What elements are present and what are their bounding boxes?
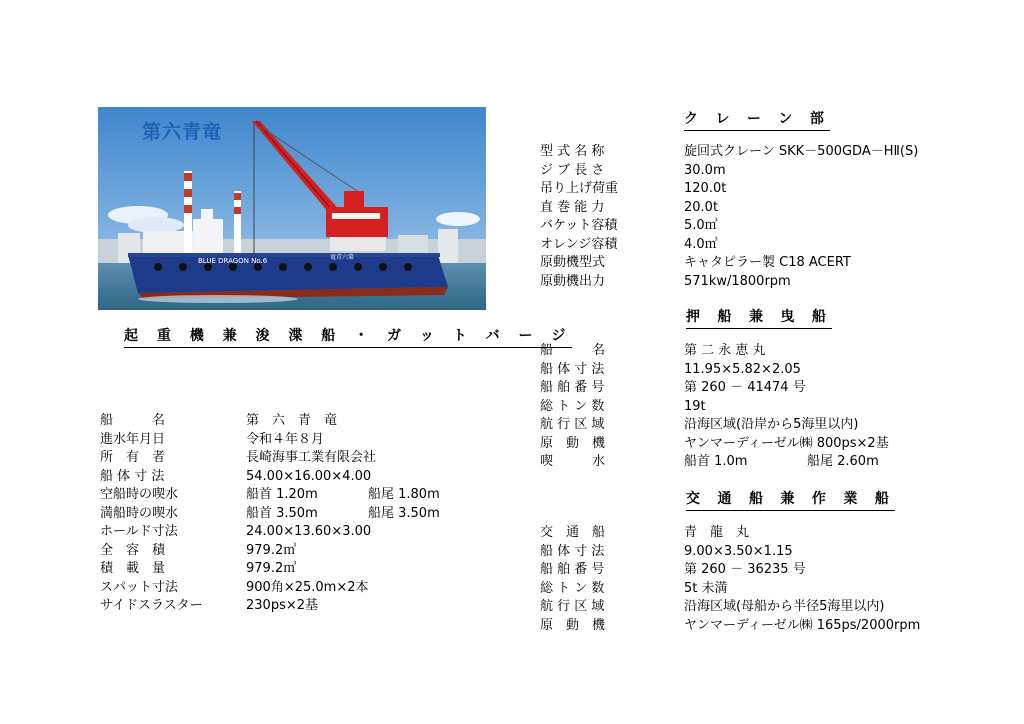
spec-label: 原動機型式 [540, 255, 606, 270]
spec-value: 54.00×16.00×4.00 [246, 468, 372, 484]
spec-value: 船首 3.50m [246, 505, 318, 521]
spec-label: 原 動 機 [540, 435, 606, 451]
traffic-boat-section-heading: 交 通 船 兼 作 業 船 [686, 488, 895, 511]
spec-label: 原 動 機 [540, 617, 606, 633]
spec-label: 船 体 寸 法 [540, 543, 605, 559]
spec-value: キャタピラー製 C18 ACERT [684, 255, 851, 270]
spec-value: 230ps×2基 [246, 598, 319, 613]
spec-value: 19t [684, 398, 706, 414]
spec-value: 979.2㎥ [246, 561, 297, 576]
spec-value: 第 二 永 恵 丸 [684, 343, 766, 358]
spec-label: 喫 水 [540, 454, 606, 469]
spec-value: 30.0m [684, 162, 726, 178]
spec-value: 第 260 － 41474 号 [684, 380, 806, 395]
spec-label: 積 載 量 [100, 561, 166, 576]
spec-label: 航 行 区 域 [540, 417, 605, 432]
spec-label: 総 ト ン 数 [540, 580, 605, 596]
spec-label: 交 通 船 [540, 525, 606, 540]
tug-section-heading: 押 船 兼 曳 船 [686, 306, 832, 329]
spec-value: 船首 1.20m [246, 487, 318, 502]
spec-value: 5t 未満 [684, 580, 728, 596]
hull-name-lettering: 竜青六第 [330, 254, 355, 261]
spec-label: 船 舶 番 号 [540, 562, 605, 577]
spec-value: 旋回式クレーン SKK－500GDA－HⅡ(S) [684, 144, 919, 159]
spec-value: 9.00×3.50×1.15 [684, 543, 793, 559]
spec-label: 直 巻 能 力 [540, 199, 605, 215]
spec-label: 全 容 積 [100, 542, 166, 558]
spec-value-secondary: 船尾 2.60m [807, 454, 879, 469]
spec-value: ヤンマーディーゼル㈱ 800ps×2基 [684, 435, 889, 451]
spec-value: 24.00×13.60×3.00 [246, 524, 372, 539]
spec-label: 航 行 区 域 [540, 599, 605, 614]
spec-label: サイドスラスター [100, 598, 203, 613]
hull-lettering: BLUE DRAGON No.6 [198, 257, 268, 265]
spec-value: 長崎海事工業有限会社 [246, 450, 377, 465]
spec-value: 沿海区域(沿岸から5海里以内) [684, 417, 859, 432]
spec-label: 満船時の喫水 [100, 505, 179, 521]
spec-label: 船 体 寸 法 [540, 361, 605, 377]
spec-value: 11.95×5.82×2.05 [684, 361, 801, 377]
vessel-photo [98, 107, 486, 310]
spec-value-secondary: 船尾 3.50m [368, 505, 440, 521]
spec-value: 4.0㎥ [684, 236, 718, 252]
spec-label: ジ ブ 長 さ [540, 162, 605, 178]
crane-section-heading: ク レ ー ン 部 [684, 108, 830, 131]
spec-value: 5.0㎥ [684, 218, 718, 233]
spec-value: 20.0t [684, 199, 719, 215]
spec-label: 型 式 名 称 [540, 144, 605, 159]
vessel-type-heading: 起 重 機 兼 浚 渫 船 ・ ガ ッ ト バ ー ジ [124, 325, 572, 348]
spec-label: 船 名 [100, 413, 166, 428]
spec-value: 令和４年８月 [246, 431, 325, 447]
spec-value: ヤンマーディーゼル㈱ 165ps/2000rpm [684, 617, 921, 633]
spec-value: 第 260 － 36235 号 [684, 562, 806, 577]
spec-label: 吊り上げ荷重 [540, 181, 619, 196]
spec-value: 第 六 青 竜 [246, 413, 338, 428]
spec-label: 進水年月日 [100, 431, 166, 447]
spec-label: 空船時の喫水 [100, 487, 179, 502]
spec-value: 900角×25.0m×2本 [246, 579, 369, 595]
spec-label: 所 有 者 [100, 450, 166, 465]
photo-caption: 第六青竜 [142, 121, 223, 143]
spec-label: 船 舶 番 号 [540, 380, 605, 395]
spec-label: 原動機出力 [540, 273, 606, 289]
spec-value: 沿海区域(母船から半径5海里以内) [684, 599, 885, 614]
spec-label: ホールド寸法 [100, 524, 178, 539]
spec-label: 船 名 [540, 343, 606, 358]
spec-value-secondary: 船尾 1.80m [368, 487, 440, 502]
spec-value: 青 龍 丸 [684, 525, 750, 540]
spec-value: 120.0t [684, 181, 727, 196]
spec-label: 船 体 寸 法 [100, 468, 165, 484]
spec-label: オレンジ容積 [540, 236, 618, 252]
spec-label: バケット容積 [540, 218, 618, 233]
spec-value: 571kw/1800rpm [684, 273, 791, 289]
spec-value: 979.2㎥ [246, 542, 297, 558]
spec-label: 総 ト ン 数 [540, 398, 605, 414]
spec-value: 船首 1.0m [684, 454, 748, 469]
spec-label: スパット寸法 [100, 579, 179, 595]
